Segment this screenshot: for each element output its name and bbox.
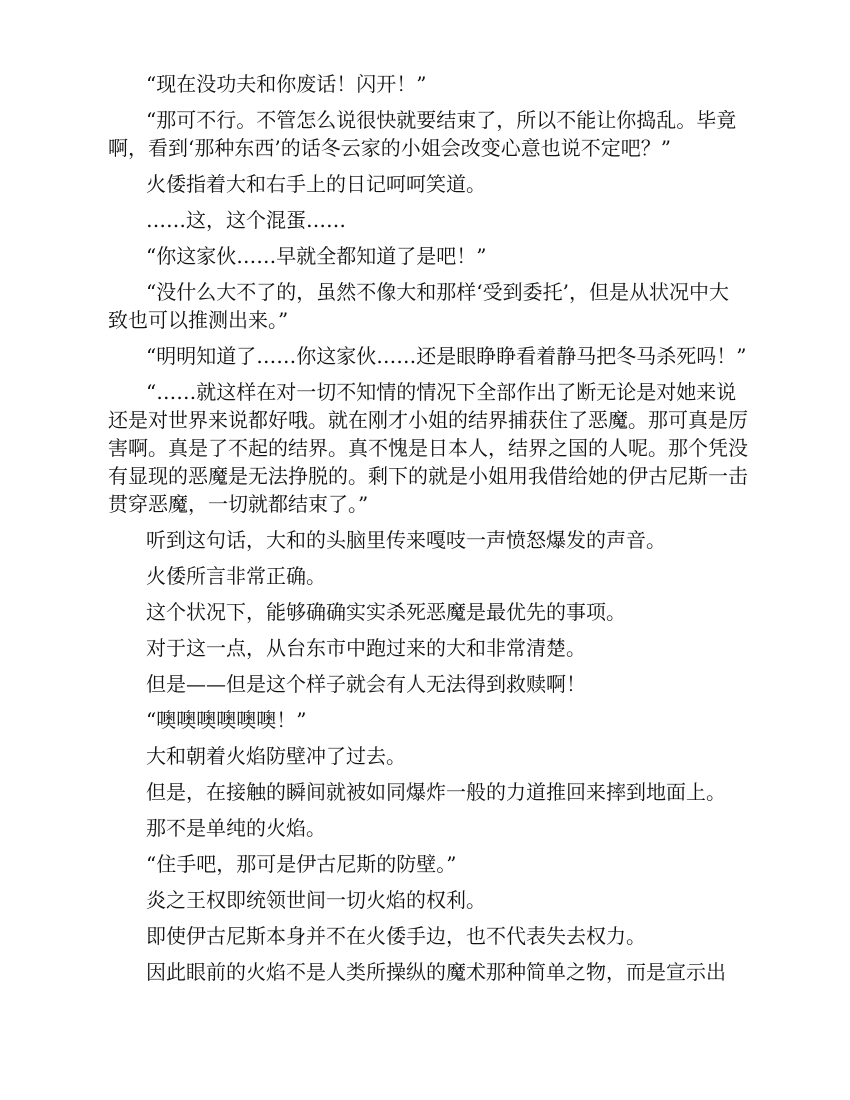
paragraph: “住手吧，那可是伊古尼斯的防壁。” <box>146 852 457 876</box>
paragraph: “现在没功夫和你废话！闪开！” <box>146 72 427 96</box>
paragraph: 火倭所言非常正确。 <box>146 564 326 588</box>
paragraph: “那可不行。不管怎么说很快就要结束了，所以不能让你捣乱。毕竟啊，看到‘那种东西’的话冬云家的小姐会改变心意也说不定吧？” <box>108 108 737 160</box>
paragraph: 这个状况下，能够确确实实杀死恶魔是最优先的事项。 <box>146 600 626 624</box>
paragraph: 火倭指着大和右手上的日记呵呵笑道。 <box>146 172 486 196</box>
paragraph: “……就这样在对一切不知情的情况下全部作出了断无论是对她来说还是对世界来说都好哦。就在刚才小姐的结界捕获住了恶魔。那可真是厉害啊。真是了不起的结界。真不愧是日本人，结界之国的人呢。那个凭没有显现的恶魔是无法挣脱的。剩下的就是小姐用我借给她的伊古尼斯一击贯穿恶魔，一切就都结束了。” <box>108 380 748 516</box>
paragraph: 即使伊古尼斯本身并不在火倭手边，也不代表失去权力。 <box>146 924 646 948</box>
paragraph: 那不是单纯的火焰。 <box>146 816 326 840</box>
paragraph: “噢噢噢噢噢噢！” <box>146 708 307 732</box>
paragraph: “明明知道了……你这家伙……还是眼睁睁看着静马把冬马杀死吗！” <box>146 344 747 368</box>
paragraph: 但是，在接触的瞬间就被如同爆炸一般的力道推回来摔到地面上。 <box>146 780 726 804</box>
paragraph: 但是——但是这个样子就会有人无法得到救赎啊！ <box>146 672 586 696</box>
paragraph: “没什么大不了的，虽然不像大和那样‘受到委托’，但是从状况中大致也可以推测出来。” <box>108 280 729 332</box>
paragraph: “你这家伙……早就全都知道了是吧！” <box>146 244 487 268</box>
document-body <box>108 70 748 994</box>
paragraph: 大和朝着火焰防壁冲了过去。 <box>146 744 406 768</box>
paragraph: 对于这一点，从台东市中跑过来的大和非常清楚。 <box>146 636 586 660</box>
paragraph: 炎之王权即统领世间一切火焰的权利。 <box>146 888 486 912</box>
paragraph: 因此眼前的火焰不是人类所操纵的魔术那种简单之物，而是宣示出 <box>146 960 726 984</box>
paragraph: ……这，这个混蛋…… <box>146 208 346 232</box>
paragraph: 听到这句话，大和的头脑里传来嘎吱一声愤怒爆发的声音。 <box>146 528 666 552</box>
